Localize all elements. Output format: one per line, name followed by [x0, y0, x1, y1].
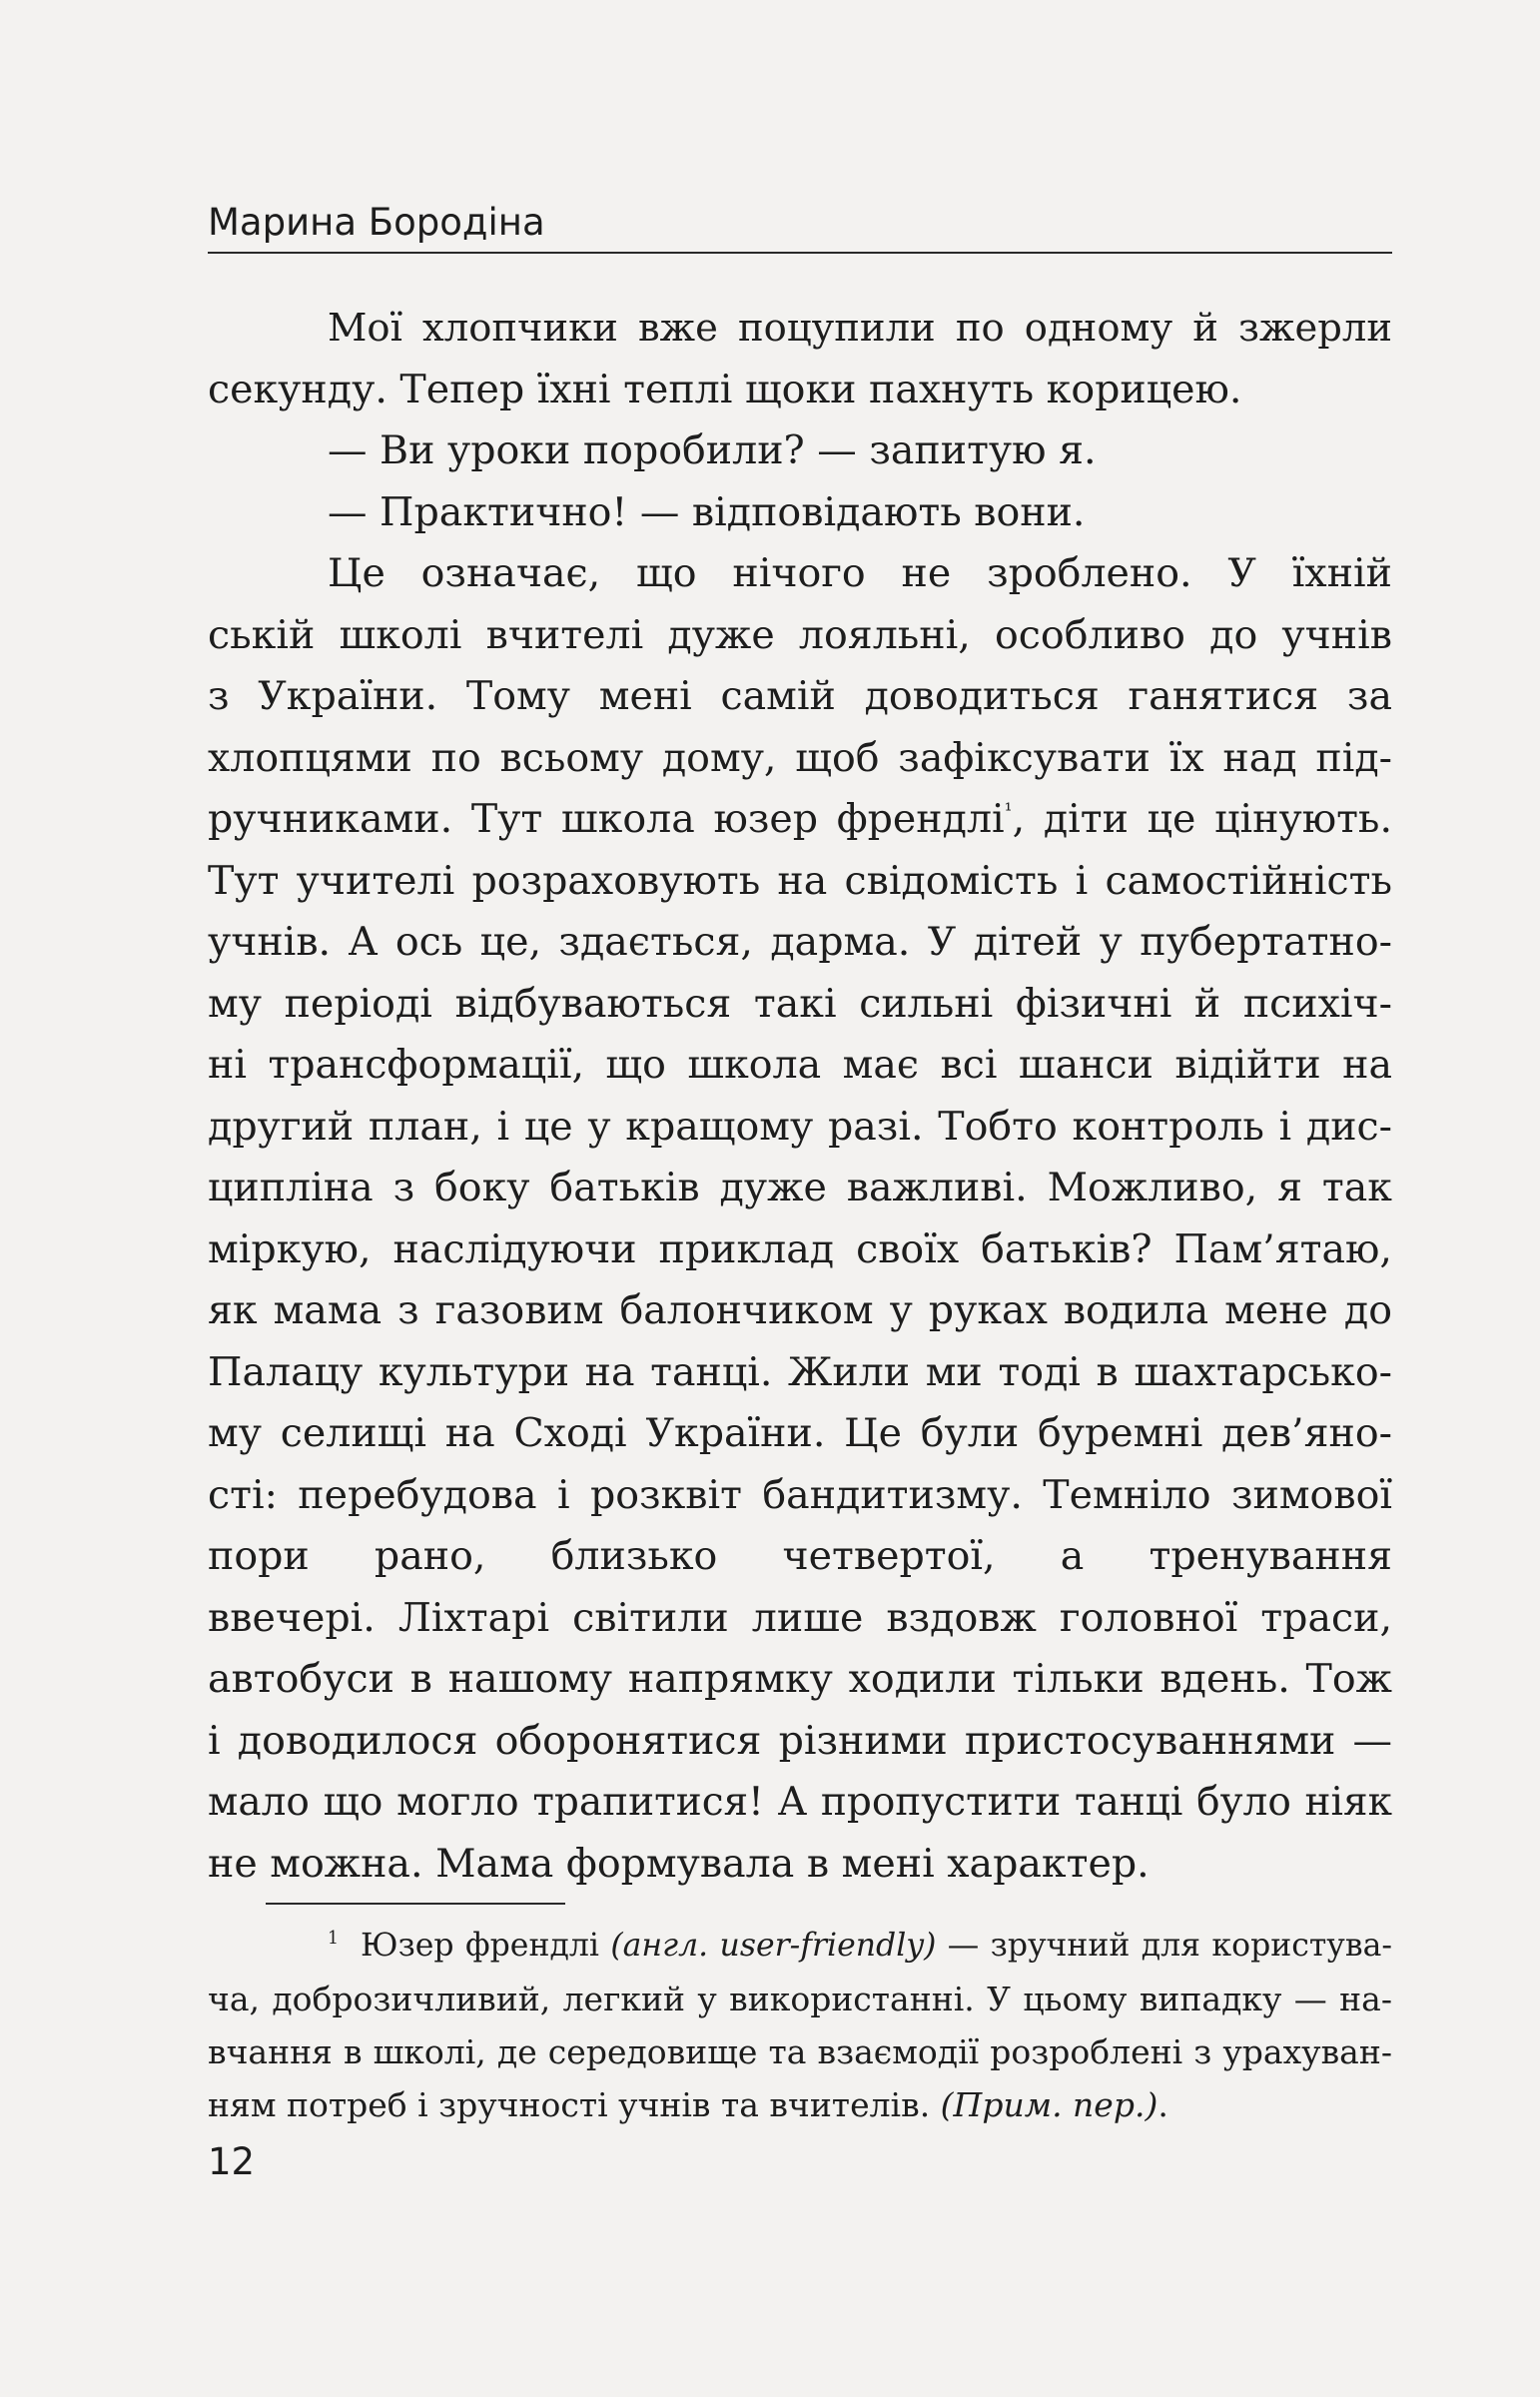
text-fragment: . — [1157, 2085, 1168, 2124]
text-fragment: — зручний для користува- — [936, 1928, 1392, 1964]
running-head-author: Марина Бородіна — [208, 198, 1392, 254]
text-line: ні трансформації, що школа має всі шанси відійти на — [208, 1042, 1392, 1088]
text-line: другий план, і це у кращому разі. Тобто контроль і дис- — [208, 1103, 1392, 1150]
page-number: 12 — [208, 2140, 256, 2183]
text-line: пори рано, близько четвертої, а тренування — [208, 1533, 1392, 1579]
text-line — [208, 789, 1392, 851]
text-line: Палацу культури на танці. Жили ми тоді в шахтарсько- — [208, 1348, 1392, 1395]
footnote-line: вчання в школі, де середовище та взаємодії розроблені з урахуван- — [208, 2032, 1392, 2071]
footnote-reference: ¹ — [1004, 799, 1013, 823]
text-line: ській школі вчителі дуже лояльні, особливо до учнів — [208, 611, 1392, 658]
text-line: хлопцями по всьому дому, щоб зафіксувати їх над під- — [208, 734, 1392, 781]
text-line: міркую, наслідуючи приклад своїх батьків? Пам’ятаю, — [208, 1225, 1392, 1272]
text-fragment: (англ. — [610, 1928, 720, 1964]
text-line: ципліна з боку батьків дуже важливі. Можливо, я так — [208, 1165, 1392, 1210]
text-fragment: ручниками. Тут школа юзер френдлі — [208, 796, 1005, 842]
text-line: секунду. Тепер їхні теплі щоки пахнуть корицею. — [208, 366, 1242, 412]
text-line: як мама з газовим балончиком у руках водила мене до — [208, 1287, 1392, 1333]
text-line: сті: перебудова і розквіт бандитизму. Темніло зимової — [208, 1471, 1392, 1518]
footnote-marker: 1 — [328, 1928, 340, 1949]
text-line: ввечері. Ліхтарі світили лише вздовж головної траси, — [208, 1594, 1392, 1641]
text-fragment: user-friendly) — [719, 1928, 937, 1964]
text-line: му періоді відбуваються такі сильні фізичні й психіч- — [208, 980, 1392, 1027]
footnote — [208, 1920, 1392, 2131]
text-fragment: Юзер френдлі — [361, 1928, 611, 1964]
text-line: не можна. Мама формувала в мені характер. — [208, 1840, 1150, 1887]
text-line: автобуси в нашому напрямку ходили тільки вдень. Тож — [208, 1656, 1392, 1702]
text-line: з України. Тому мені самій доводиться ганятися за — [208, 673, 1392, 719]
text-line: — Ви уроки поробили? — запитую я. — [328, 427, 1097, 473]
text-line: — Практично! — відповідають вони. — [328, 488, 1086, 535]
text-line: учнів. А ось це, здається, дарма. У дітей у пубертатно- — [208, 919, 1392, 965]
text-fragment: (Прим. пер.) — [940, 2085, 1158, 2124]
text-line: мало що могло трапитися! А пропустити танці було ніяк — [208, 1780, 1392, 1825]
body-text — [208, 298, 1392, 1895]
text-line: Це означає, що нічого не зроблено. У їхній — [328, 550, 1392, 596]
text-line: му селищі на Сході України. Це були буремні дев’яно- — [208, 1410, 1392, 1456]
text-line: Мої хлопчики вже поцупили по одному й зжерли — [328, 306, 1392, 351]
footnote-separator — [266, 1903, 565, 1905]
text-line: Тут учителі розраховують на свідомість і самостійність — [208, 857, 1392, 904]
footnote-line — [208, 1920, 1392, 1973]
footnote-line: ча, доброзичливий, легкий у використанні. У цьому випадку — на- — [208, 1980, 1392, 2018]
footnote-line — [208, 2078, 1392, 2131]
text-fragment: ням потреб і зручності учнів та вчителів. — [208, 2085, 941, 2124]
text-line: і доводилося оборонятися різними пристосуваннями — — [208, 1717, 1392, 1764]
text-fragment: , діти це цінують. — [1012, 796, 1392, 842]
